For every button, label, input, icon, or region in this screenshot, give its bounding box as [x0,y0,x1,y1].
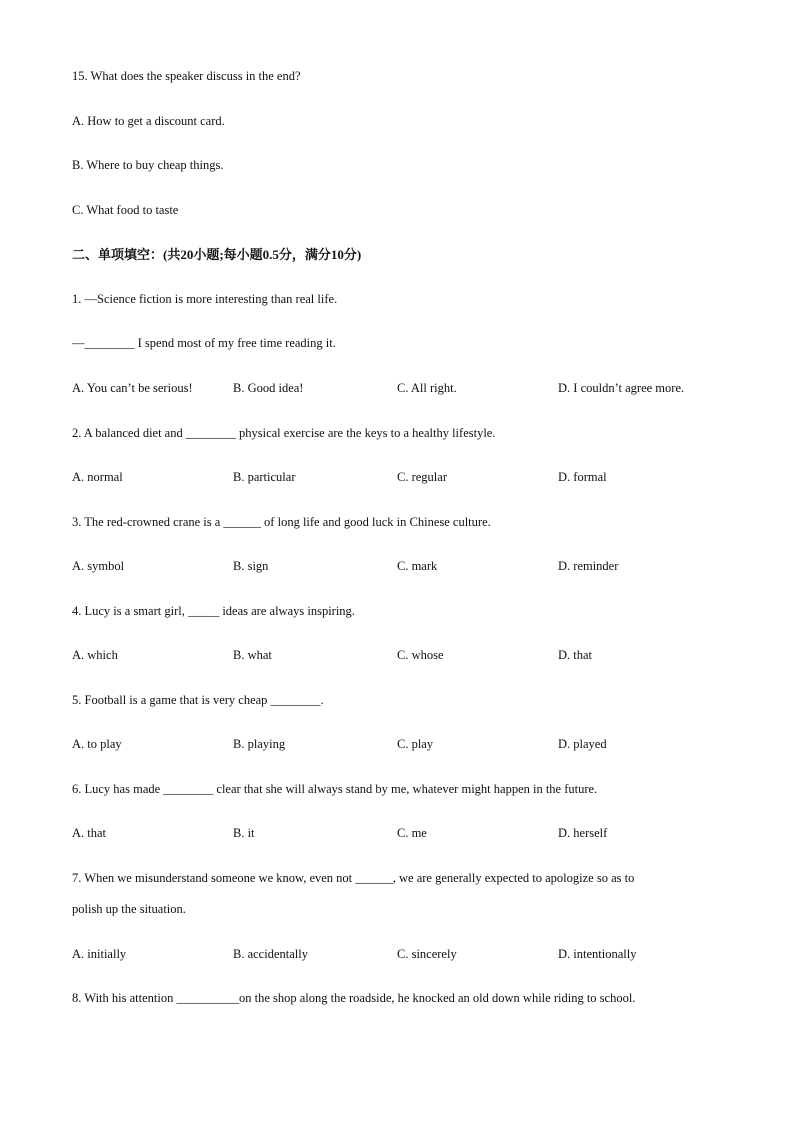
q5-option-d: D. played [558,737,607,751]
q1-reply: —________ I spend most of my free time reading it. [72,336,336,350]
q3-option-a: A. symbol [72,559,125,573]
q7-options [0,948,794,962]
q2-option-b: B. particular [233,470,296,484]
q5-stem: 5. Football is a game that is very cheap ________. [72,693,324,707]
q8-stem: 8. With his attention __________on the shop along the roadside, he knocked an old down while riding to school. [72,991,636,1005]
q3-option-b: B. sign [233,559,269,573]
q3-option-c: C. mark [397,559,438,573]
q2-option-c: C. regular [397,470,447,484]
q5-options [0,738,794,752]
q4-option-a: A. which [72,648,118,662]
q7-option-b: B. accidentally [233,947,308,961]
q1-option-b: B. Good idea! [233,381,304,395]
q6-option-d: D. herself [558,826,608,840]
q7-stem-continued: polish up the situation. [72,902,186,916]
q5-option-b: B. playing [233,737,286,751]
q5-option-c: C. play [397,737,434,751]
q2-option-a: A. normal [72,470,123,484]
q7-stem: 7. When we misunderstand someone we know, even not ______, we are generally expected to apologize so as to [72,871,635,885]
q1-option-a: A. You can’t be serious! [72,381,193,395]
q2-stem: 2. A balanced diet and ________ physical exercise are the keys to a healthy lifestyle. [72,426,496,440]
q6-option-c: C. me [397,826,427,840]
q4-stem: 4. Lucy is a smart girl, _____ ideas are always inspiring. [72,604,355,618]
section-heading: 二、单项填空：(共20小题;每小题0.5分，满分10分) [72,247,362,262]
q3-stem: 3. The red-crowned crane is a ______ of long life and good luck in Chinese culture. [72,515,491,529]
q15-option-a: A. How to get a discount card. [72,114,225,128]
q6-stem: 6. Lucy has made ________ clear that she will always stand by me, whatever might happen in the future. [72,782,598,796]
q7-option-c: C. sincerely [397,947,457,961]
q4-option-d: D. that [558,648,593,662]
q1-stem: 1. —Science fiction is more interesting than real life. [72,292,338,306]
q2-option-d: D. formal [558,470,607,484]
q3-option-d: D. reminder [558,559,619,573]
q4-option-b: B. what [233,648,272,662]
q1-option-c: C. All right. [397,381,457,395]
q15-option-b: B. Where to buy cheap things. [72,158,224,172]
q15-option-c: C. What food to taste [72,203,179,217]
q6-option-a: A. that [72,826,107,840]
q5-option-a: A. to play [72,737,122,751]
q4-options [0,649,794,663]
q1-options [0,382,794,396]
q15-question: 15. What does the speaker discuss in the end? [72,69,301,83]
q7-option-a: A. initially [72,947,127,961]
q7-option-d: D. intentionally [558,947,637,961]
q1-option-d: D. I couldn’t agree more. [558,381,685,395]
q2-options [0,471,794,485]
q6-option-b: B. it [233,826,255,840]
q3-options [0,560,794,574]
q4-option-c: C. whose [397,648,444,662]
q6-options [0,827,794,841]
